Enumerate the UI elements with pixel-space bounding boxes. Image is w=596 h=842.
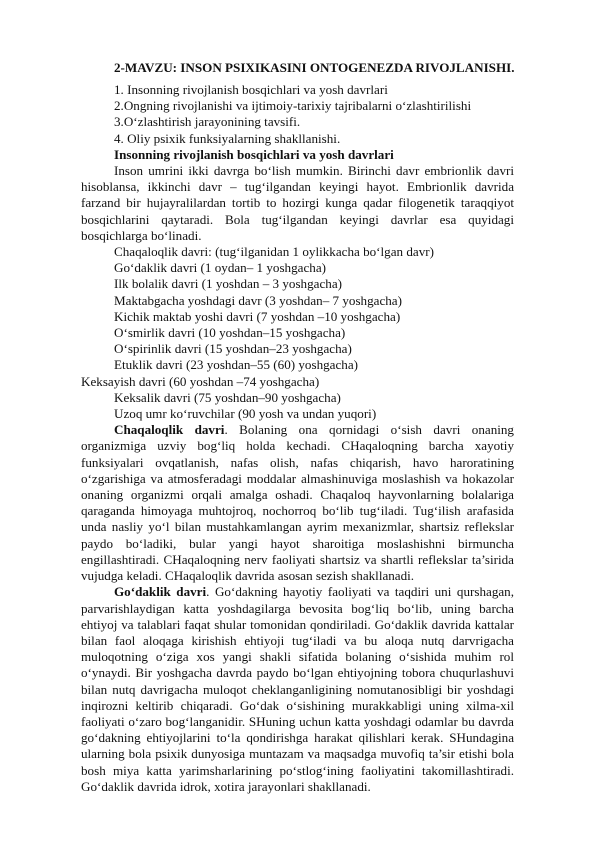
- babyhood-term: Go‘daklik davri: [114, 584, 207, 600]
- plan-item: 2.Ongning rivojlanishi va ijtimoiy-tarixiy tajribalarni o‘zlashtirilishi: [114, 98, 472, 114]
- infancy-paragraph: [81, 422, 514, 584]
- period-item: Keksalik davri (75 yoshdan–90 yoshgacha): [114, 389, 341, 405]
- period-item: Kichik maktab yoshi davri (7 yoshdan –10 yoshgacha): [114, 308, 401, 324]
- section-heading: Insonning rivojlanish bosqichlari va yosh davrlari: [114, 146, 394, 162]
- intro-paragraph: Inson umrini ikki davrga bo‘lish mumkin. Birinchi davr embrionlik davri hisoblansa, ikkinchi davr – tug‘ilgandan keyingi hayot. Embrionlik davrida farzand bir hujayralilardan tortib to hozirgi kunga qadar filogenetik taraqqiyot bosqichlarini qaytaradi. Bola tug‘ilgandan keyingi davrlar esa quyidagi bosqichlarga bo‘linadi.: [81, 163, 514, 243]
- infancy-term: Chaqaloqlik davri: [114, 422, 225, 438]
- period-item: O‘spirinlik davri (15 yoshdan–23 yoshgacha): [114, 341, 352, 357]
- period-item: Uzoq umr ko‘ruvchilar (90 yosh va undan yuqori): [114, 406, 377, 422]
- plan-item: 4. Oliy psixik funksiyalarning shakllanishi.: [114, 130, 341, 146]
- infancy-text: . Bolaning ona qornidagi o‘sish davri onaning organizmiga uzviy bog‘liq holda kechadi. CHaqaloqning barcha xayotiy funksiyalari ovqatlanish, nafas olish, nafas chiqarish, havo haroratining o‘zgarishiga va atmosferadagi moddalar almashinuviga moslashish va hokazolar onaning organizmi orqali amalga oshadi. Chaqaloq hayvonlarning bolalariga qaraganda himoyaga muhtojroq, nochorroq bo‘lib tug‘iladi. Tug‘ilish arafasida unda nasliy yo‘l bilan mustahkamlangan ayrim mexanizmlar, shartsiz reflekslar paydo bo‘ladiki, bular yangi hayot sharoitiga moslashishni birmuncha engillashtiradi. CHaqaloqning nerv faoliyati shartsiz va shartli reflekslar ta’sirida vujudga keladi. CHaqaloqlik davrida asosan sezish shakllanadi.: [81, 422, 514, 584]
- period-item: Maktabgacha yoshdagi davr (3 yoshdan– 7 yoshgacha): [114, 292, 402, 308]
- period-item: Keksayish davri (60 yoshdan –74 yoshgacha): [81, 373, 320, 389]
- period-item: Go‘daklik davri (1 oydan– 1 yoshgacha): [114, 260, 326, 276]
- document-title: 2-MAVZU: INSON PSIXIKASINI ONTOGENEZDA RIVOJLANISHI.: [114, 60, 515, 75]
- babyhood-text: . Go‘dakning hayotiy faoliyati va taqdiri uni qurshagan, parvarishlaydigan katta yoshdagilarga bevosita bog‘liq bo‘lib, uning barcha ehtiyoj va talablari faqat shular tomonidan qondiriladi. Go‘daklik davrida kattalar bilan faol aloqaga kirishish ehtiyoji tug‘iladi va bu aloqa nutq darvrigacha muloqotning o‘ziga xos yangi shakli sifatida bolaning o‘sishida muhim rol o‘ynaydi. Bir yoshgacha davrda paydo bo‘lgan ehtiyojning tobora chuqurlashuvi bilan nutq davrigacha muloqot cheklanganligining nomutanosibligi bir yoshdagi inqirozni keltirib chiqaradi. Go‘dak o‘sishining murakkabligi uning xilma-xil faoliyati o‘zaro bog‘langanidir. SHuning uchun katta yoshdagi odamlar bu davrda go‘dakning ehtiyojlarini to‘la qondirishga harakat qilishlari kerak. SHundagina ularning bola psixik dunyosiga muntazam va maqsadga muvofiq ta’sir etishi bola bosh miya katta yarimsharlarining po‘stlog‘ining faoliyatini takomillashtiradi. Go‘daklik davrida idrok, xotira jarayonlari shakllanadi.: [81, 584, 514, 794]
- babyhood-paragraph: [81, 584, 514, 795]
- period-item: O‘smirlik davri (10 yoshdan–15 yoshgacha): [114, 325, 346, 341]
- plan-item: 1. Insonning rivojlanish bosqichlari va yosh davrlari: [114, 82, 388, 97]
- period-item: Chaqaloqlik davri: (tug‘ilganidan 1 oylikkacha bo‘lgan davr): [114, 244, 434, 260]
- plan-item: 3.O‘zlashtirish jarayonining tavsifi.: [114, 114, 301, 130]
- period-item: Ilk bolalik davri (1 yoshdan – 3 yoshgacha): [114, 276, 342, 292]
- period-item: Etuklik davri (23 yoshdan–55 (60) yoshgacha): [114, 357, 358, 373]
- document-body: [81, 82, 514, 795]
